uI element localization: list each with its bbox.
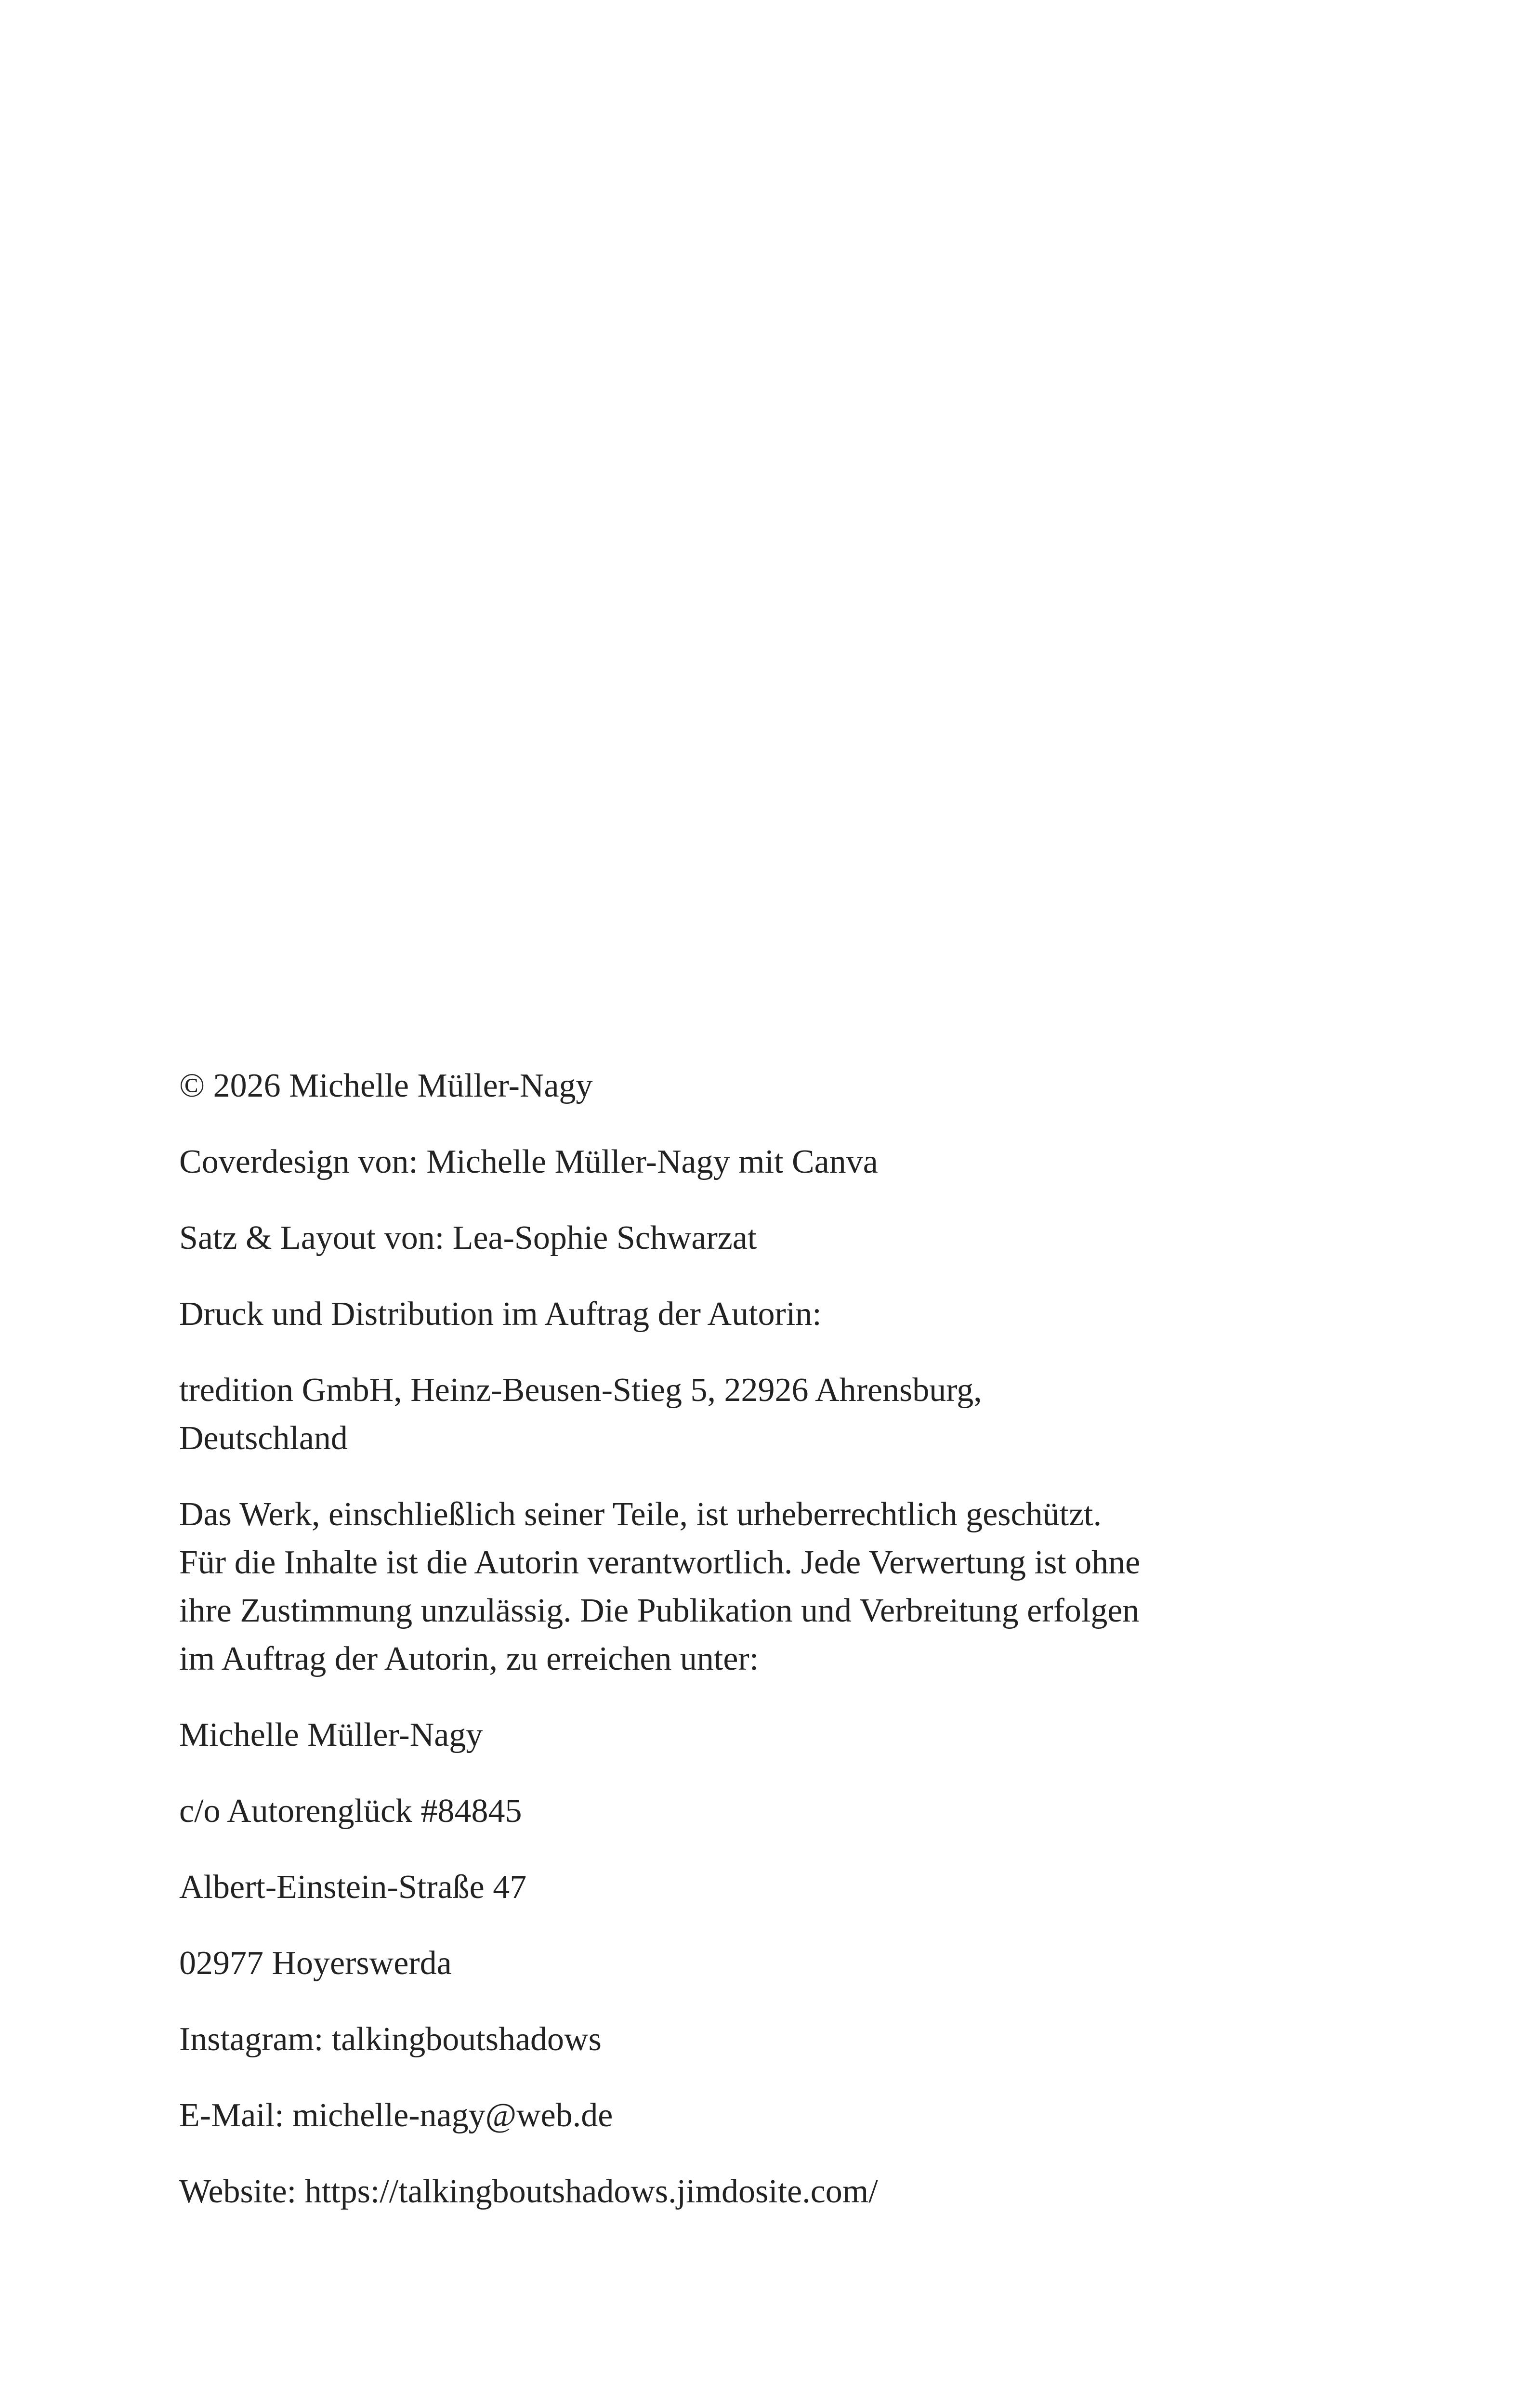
publisher-address-line: tredition GmbH, Heinz-Beusen-Stieg 5, 22926 Ahrensburg, (179, 1372, 982, 1409)
publisher-country: Deutschland (179, 1420, 348, 1457)
rights-notice-line: im Auftrag der Autorin, zu erreichen unter: (179, 1640, 759, 1677)
email-address: E-Mail: michelle-nagy@web.de (179, 2097, 613, 2134)
rights-notice (179, 1491, 1345, 1683)
contact-name: Michelle Müller-Nagy (179, 1716, 483, 1754)
print-distribution-note: Druck und Distribution im Auftrag der Autorin: (179, 1296, 822, 1333)
rights-notice-line: ihre Zustimmung unzulässig. Die Publikation und Verbreitung erfolgen (179, 1592, 1140, 1629)
rights-notice-line: Das Werk, einschließlich seiner Teile, ist urheberrechtlich geschützt. (179, 1496, 1102, 1533)
copyright-line: © 2026 Michelle Müller-Nagy (179, 1067, 593, 1104)
contact-care-of: c/o Autorenglück #84845 (179, 1793, 522, 1830)
publisher-address (179, 1366, 1345, 1463)
rights-notice-line: Für die Inhalte ist die Autorin verantwortlich. Jede Verwertung ist ohne (179, 1544, 1141, 1581)
imprint-block (179, 1062, 1345, 2244)
website-url: Website: https://talkingboutshadows.jimdosite.com/ (179, 2173, 878, 2210)
instagram-handle: Instagram: talkingboutshadows (179, 2021, 602, 2058)
contact-city: 02977 Hoyerswerda (179, 1945, 452, 1982)
cover-design-credit: Coverdesign von: Michelle Müller-Nagy mit Canva (179, 1143, 878, 1180)
contact-street: Albert-Einstein-Straße 47 (179, 1869, 527, 1906)
typesetting-credit: Satz & Layout von: Lea-Sophie Schwarzat (179, 1219, 757, 1256)
